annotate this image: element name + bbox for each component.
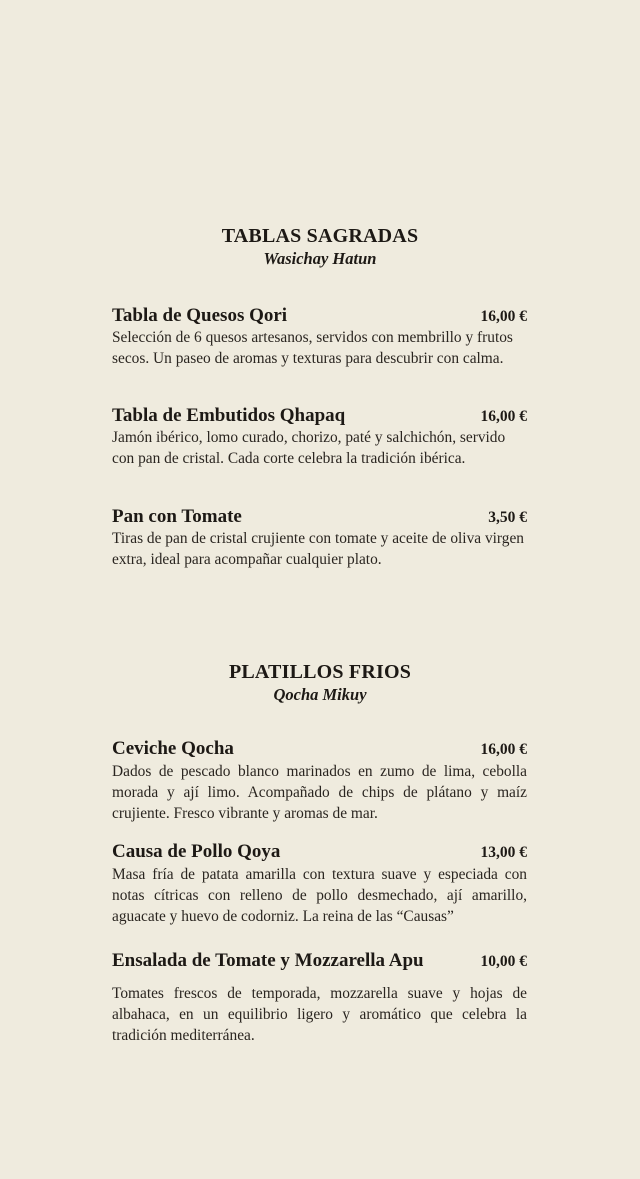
menu-item: [112, 738, 527, 824]
item-name: Tabla de Embutidos Qhapaq: [112, 405, 346, 426]
item-description: Jamón ibérico, lomo curado, chorizo, paté y salchichón, servido con pan de cristal. Cada corte celebra la tradición ibérica.: [112, 429, 506, 467]
item-price: 16,00 €: [480, 741, 527, 758]
menu-item: [112, 506, 527, 570]
item-name: Tabla de Quesos Qori: [112, 305, 288, 326]
item-name: Ceviche Qocha: [112, 738, 234, 759]
item-name: Causa de Pollo Qoya: [112, 841, 281, 862]
section-title-platillos: PLATILLOS FRIOS: [228, 661, 412, 683]
item-description: Selección de 6 quesos artesanos, servidos con membrillo y frutos secos. Un paseo de aromas y texturas para descubrir con calma.: [112, 329, 513, 367]
item-description: Dados de pescado blanco marinados en zumo de lima, cebolla morada y ají limo. Acompañado de chips de plátano y maíz crujiente. Fresco vibrante y aromas de mar.: [112, 763, 527, 822]
item-price: 13,00 €: [480, 844, 527, 861]
item-name: Ensalada de Tomate y Mozzarella Apu: [112, 950, 424, 971]
menu-item: [112, 950, 527, 1046]
item-price: 16,00 €: [480, 308, 527, 325]
item-description: Masa fría de patata amarilla con textura suave y especiada con notas cítricas con relleno de pollo desmechado, ají amarillo, aguacate y huevo de codorniz. La reina de las “Causas”: [112, 866, 527, 925]
item-price: 3,50 €: [488, 509, 527, 526]
item-description: Tiras de pan de cristal crujiente con tomate y aceite de oliva virgen extra, ideal para acompañar cualquier plato.: [112, 530, 524, 568]
section-title-tablas: TABLAS SAGRADAS: [221, 225, 419, 247]
item-price: 16,00 €: [480, 408, 527, 425]
item-price: 10,00 €: [480, 953, 527, 970]
section-subtitle-platillos: Qocha Mikuy: [273, 685, 367, 704]
menu-item: [112, 405, 527, 469]
menu-item: [112, 841, 527, 927]
menu-item: [112, 305, 527, 369]
item-description: Tomates frescos de temporada, mozzarella suave y hojas de albahaca, en un equilibrio ligero y aromático que celebra la tradición mediterránea.: [112, 985, 527, 1044]
section-subtitle-tablas: Wasichay Hatun: [263, 249, 377, 268]
item-name: Pan con Tomate: [112, 506, 242, 527]
